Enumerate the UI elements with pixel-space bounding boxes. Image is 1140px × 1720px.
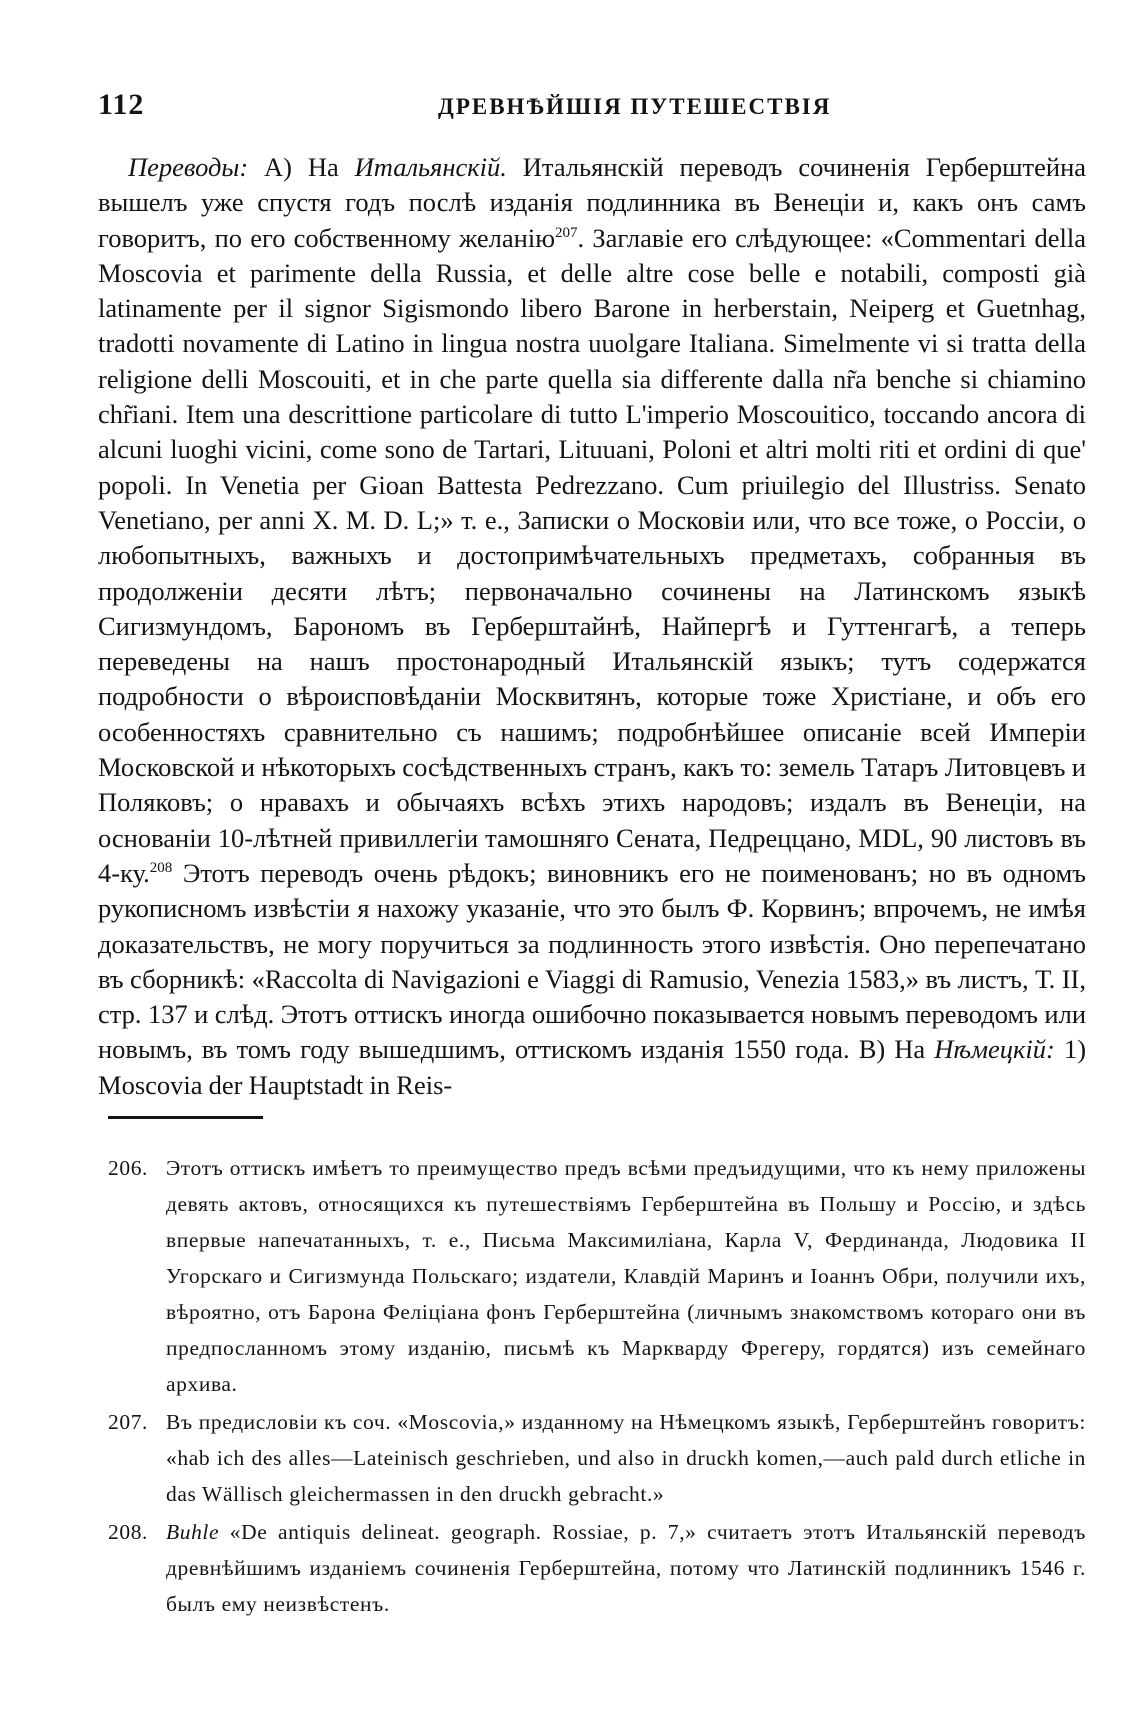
footnote-number: 207. (108, 1410, 149, 1434)
footnotes (108, 1150, 1086, 1624)
body-paragraph (98, 150, 1086, 1103)
footnote-text: Этотъ оттискъ имѣетъ то преимущество предъ всѣми предъидущими, что къ нему приложены девять актовъ, относящихся къ путешествіямъ Герберштейна въ Польшу и Россію, и здѣсь впервые напечатанныхъ, т. е., Письма Максимиліана, Карла V, Фердинанда, Людовика II Угорскаго и Сигизмунда Польскаго; издатели, Клавдій Маринъ и Іоаннъ Обри, получили ихъ, вѣроятно, отъ Барона Феліціана фонъ Герберштейна (личнымъ знакомствомъ котораго они въ предпосланномъ этому изданію, письмѣ къ Маркварду Фрегеру, гордятся) изъ семейнаго архива. (166, 1156, 1086, 1396)
section-b-language: Нѣмецкій: (934, 1034, 1055, 1065)
footnote-207 (108, 1404, 1086, 1512)
footnote-ref-208[interactable]: 208 (149, 860, 173, 877)
section-b-label: B) На (858, 1034, 926, 1065)
section-a-label: A) На (264, 152, 339, 182)
body-text-4: 1) Moscovia der Hauptstadt in Reis- (98, 1034, 1087, 1100)
footnote-text: Въ предисловіи къ соч. «Moscovia,» изданному на Нѣмецкомъ языкѣ, Герберштейнъ говоритъ: «hab ich des alles—Lateinisch geschrieben, und also in druckh komen,—auch pald durch etliche in das Wällisch gleichermassen in den druckh gebracht.» (166, 1410, 1086, 1506)
page-number: 112 (98, 88, 145, 121)
section-a-language: Итальянскій. (354, 152, 507, 182)
footnote-ref-207[interactable]: 207 (555, 224, 578, 241)
body-text-3: Этотъ переводъ очень рѣдокъ; виновникъ его не поименованъ; но въ одномъ рукописномъ извѣстіи я нахожу указаніе, что это былъ Ф. Корвинъ; впрочемъ, не имѣя доказательствъ, не могу поручиться за подлинность этого извѣстія. Оно перепечатано въ сборникѣ: «Raccolta di Navigazioni e Viaggi di Ramusio, Venezia 1583,» въ листъ, Т. II, стр. 137 и слѣд. Этотъ оттискъ иногда ошибочно показывается новымъ переводомъ или новымъ, въ томъ году вышедшимъ, оттискомъ изданія 1550 года. (98, 857, 1086, 1065)
footnote-author: Buhle (166, 1520, 220, 1544)
footnote-206 (108, 1150, 1086, 1402)
body-text-1: Итальянскій переводъ сочиненія Герберштейна вышелъ уже спустя годъ послѣ изданія подлинника въ Венеціи и, какъ онъ самъ говоритъ, по его собственному желанію (98, 152, 1087, 253)
running-head (98, 88, 1083, 124)
footnote-number: 208. (108, 1520, 149, 1544)
footnote-divider (108, 1116, 263, 1119)
body-text-2: . Заглавіе его слѣдующее: «Commentari della Moscovia et parimente della Russia, et delle altre cose belle e notabili, composti già latinamente per il signor Sigismondo libero Barone in herberstain, Neiperg et Guetnhag, tradotti novamente di Latino in lingua nostra uuolgare Italiana. Simelmente vi si tratta della religione delli Moscouiti, et in che parte quella sia differente dalla nr̃a benche si chiamino chr̃iani. Item una descrittione particolare di tutto L'imperio Moscouitico, toccando ancora di alcuni luoghi vicini, come sono de Tartari, Lituuani, Poloni et altri molti riti et ordini di que' popoli. In Venetia per Gioan Battesta Pedrezzano. Cum priuilegio del Illustriss. Senato Venetiano, per anni X. M. D. L;» т. е., Записки о Московіи или, что все тоже, о Россіи, о любопытныхъ, важныхъ и достопримѣчательныхъ предметахъ, собранныя въ продолженіи десяти лѣтъ; первоначально сочинены на Латинскомъ языкѣ Сигизмундомъ, Барономъ въ Герберштайнѣ, Найпергѣ и Гуттенгагѣ, а теперь переведены на нашъ простонародный Итальянскій языкъ; тутъ содержатся подробности о вѣроисповѣданіи Москвитянъ, которые тоже Христіане, и объ его особенностяхъ сравнительно съ нашимъ; подробнѣйшее описаніе всей Имперіи Московской и нѣкоторыхъ сосѣдственныхъ странъ, какъ то: земель Татаръ Литовцевъ и Поляковъ; о нравахъ и обычаяхъ всѣхъ этихъ народовъ; издалъ въ Венеціи, на основаніи 10-лѣтней привиллегіи тамошняго Сената, Педреццано, MDL, 90 листовъ въ 4-ку. (98, 222, 1087, 888)
main-text (98, 150, 1086, 1103)
footnote-text: «De antiquis delineat. geograph. Rossiae, p. 7,» считаетъ этотъ Итальянскій переводъ древнѣйшимъ изданіемъ сочиненія Герберштейна, потому что Латинскій подлинникъ 1546 г. былъ ему неизвѣстенъ. (166, 1520, 1086, 1616)
running-title: ДРЕВНѢЙШІЯ ПУТЕШЕСТВІЯ (438, 94, 832, 119)
footnote-number: 206. (108, 1156, 149, 1180)
footnote-208 (108, 1514, 1086, 1622)
translations-label: Переводы: (128, 152, 249, 182)
